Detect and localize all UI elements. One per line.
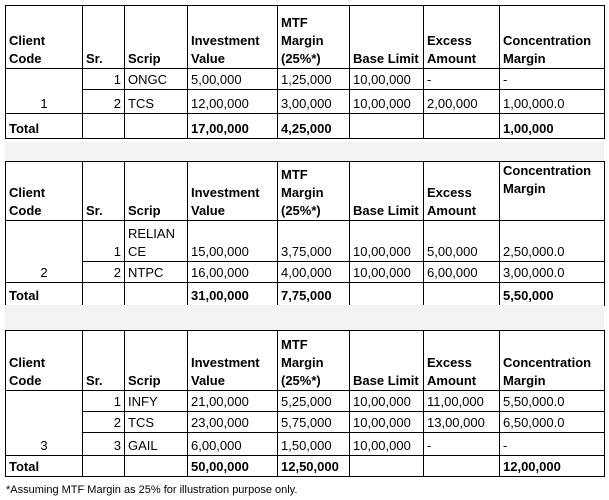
table-row <box>6 412 605 433</box>
scrip-cell: GAIL <box>125 433 188 456</box>
total-label: Total <box>6 283 83 306</box>
spacer <box>5 142 604 161</box>
header-scrip: Scrip <box>125 331 188 391</box>
header-sr: Sr. <box>83 331 125 391</box>
total-mtf: 7,75,000 <box>278 283 350 306</box>
header-excess-amount: Excess Amount <box>424 6 500 69</box>
mtf-cell: 4,00,000 <box>278 262 350 283</box>
header-mtf-margin: MTF Margin (25%*) <box>278 6 350 69</box>
base-limit-cell: 10,00,000 <box>350 69 424 90</box>
total-label: Total <box>6 456 83 477</box>
sr-cell: 1 <box>83 221 125 262</box>
header-excess-amount: Excess Amount <box>424 162 500 221</box>
header-base-limit: Base Limit <box>350 162 424 221</box>
sr-cell: 2 <box>83 412 125 433</box>
excess-cell: 2,00,000 <box>424 90 500 114</box>
investment-cell: 6,00,000 <box>188 433 278 456</box>
table-row <box>6 391 605 412</box>
header-concentration-margin: Concentration Margin <box>500 331 605 391</box>
client-code-cell: 1 <box>6 69 83 114</box>
concentration-cell: 6,50,000.0 <box>500 412 605 433</box>
client-1-table <box>5 5 605 139</box>
base-limit-cell: 10,00,000 <box>350 391 424 412</box>
client-2-table <box>5 161 605 306</box>
sr-cell: 1 <box>83 69 125 90</box>
concentration-cell: 1,00,000.0 <box>500 90 605 114</box>
investment-cell: 23,00,000 <box>188 412 278 433</box>
mtf-cell: 3,00,000 <box>278 90 350 114</box>
mtf-cell: 3,75,000 <box>278 221 350 262</box>
base-limit-cell: 10,00,000 <box>350 262 424 283</box>
scrip-cell: TCS <box>125 412 188 433</box>
header-scrip: Scrip <box>125 162 188 221</box>
client-code-cell: 3 <box>6 391 83 456</box>
base-limit-cell: 10,00,000 <box>350 221 424 262</box>
total-investment: 17,00,000 <box>188 114 278 139</box>
sr-cell: 3 <box>83 433 125 456</box>
header-investment-value: Investment Value <box>188 6 278 69</box>
header-client-code: Client Code <box>6 6 83 69</box>
scrip-cell: TCS <box>125 90 188 114</box>
client-3-table <box>5 330 605 477</box>
header-mtf-margin: MTF Margin (25%*) <box>278 162 350 221</box>
concentration-cell: - <box>500 433 605 456</box>
footnote: *Assuming MTF Margin as 25% for illustration purpose only. <box>6 484 298 496</box>
header-concentration-margin: Concentration Margin <box>500 162 605 221</box>
header-client-code: Client Code <box>6 162 83 221</box>
table-row <box>6 262 605 283</box>
scrip-cell: ONGC <box>125 69 188 90</box>
excess-cell: - <box>424 433 500 456</box>
excess-cell: 6,00,000 <box>424 262 500 283</box>
header-investment-value: Investment Value <box>188 162 278 221</box>
concentration-cell: 5,50,000.0 <box>500 391 605 412</box>
total-row <box>6 114 605 139</box>
header-base-limit: Base Limit <box>350 6 424 69</box>
investment-cell: 5,00,000 <box>188 69 278 90</box>
table-row <box>6 69 605 90</box>
scrip-cell: NTPC <box>125 262 188 283</box>
header-concentration-margin: Concentration Margin <box>500 6 605 69</box>
investment-cell: 21,00,000 <box>188 391 278 412</box>
mtf-cell: 1,25,000 <box>278 69 350 90</box>
header-row <box>6 331 605 391</box>
client-code-cell: 2 <box>6 221 83 283</box>
concentration-cell: 3,00,000.0 <box>500 262 605 283</box>
sr-cell: 2 <box>83 90 125 114</box>
table-row <box>6 90 605 114</box>
total-concentration: 12,00,000 <box>500 456 605 477</box>
header-base-limit: Base Limit <box>350 331 424 391</box>
investment-cell: 15,00,000 <box>188 221 278 262</box>
excess-cell: - <box>424 69 500 90</box>
header-row <box>6 162 605 221</box>
total-mtf: 4,25,000 <box>278 114 350 139</box>
total-row <box>6 283 605 306</box>
sr-cell: 2 <box>83 262 125 283</box>
header-excess-amount: Excess Amount <box>424 331 500 391</box>
total-row <box>6 456 605 477</box>
header-scrip: Scrip <box>125 6 188 69</box>
mtf-cell: 1,50,000 <box>278 433 350 456</box>
excess-cell: 5,00,000 <box>424 221 500 262</box>
sr-cell: 1 <box>83 391 125 412</box>
scrip-cell: RELIANCE <box>125 221 188 262</box>
header-row <box>6 6 605 69</box>
mtf-cell: 5,75,000 <box>278 412 350 433</box>
investment-cell: 12,00,000 <box>188 90 278 114</box>
concentration-cell: 2,50,000.0 <box>500 221 605 262</box>
scrip-cell: INFY <box>125 391 188 412</box>
excess-cell: 11,00,000 <box>424 391 500 412</box>
spacer <box>5 305 604 330</box>
investment-cell: 16,00,000 <box>188 262 278 283</box>
mtf-cell: 5,25,000 <box>278 391 350 412</box>
total-mtf: 12,50,000 <box>278 456 350 477</box>
total-investment: 50,00,000 <box>188 456 278 477</box>
base-limit-cell: 10,00,000 <box>350 433 424 456</box>
table-row <box>6 221 605 262</box>
table-row <box>6 433 605 456</box>
base-limit-cell: 10,00,000 <box>350 90 424 114</box>
header-sr: Sr. <box>83 6 125 69</box>
total-label: Total <box>6 114 83 139</box>
concentration-cell: - <box>500 69 605 90</box>
header-sr: Sr. <box>83 162 125 221</box>
excess-cell: 13,00,000 <box>424 412 500 433</box>
total-investment: 31,00,000 <box>188 283 278 306</box>
header-client-code: Client Code <box>6 331 83 391</box>
header-mtf-margin: MTF Margin (25%*) <box>278 331 350 391</box>
header-investment-value: Investment Value <box>188 331 278 391</box>
total-concentration: 5,50,000 <box>500 283 605 306</box>
base-limit-cell: 10,00,000 <box>350 412 424 433</box>
total-concentration: 1,00,000 <box>500 114 605 139</box>
